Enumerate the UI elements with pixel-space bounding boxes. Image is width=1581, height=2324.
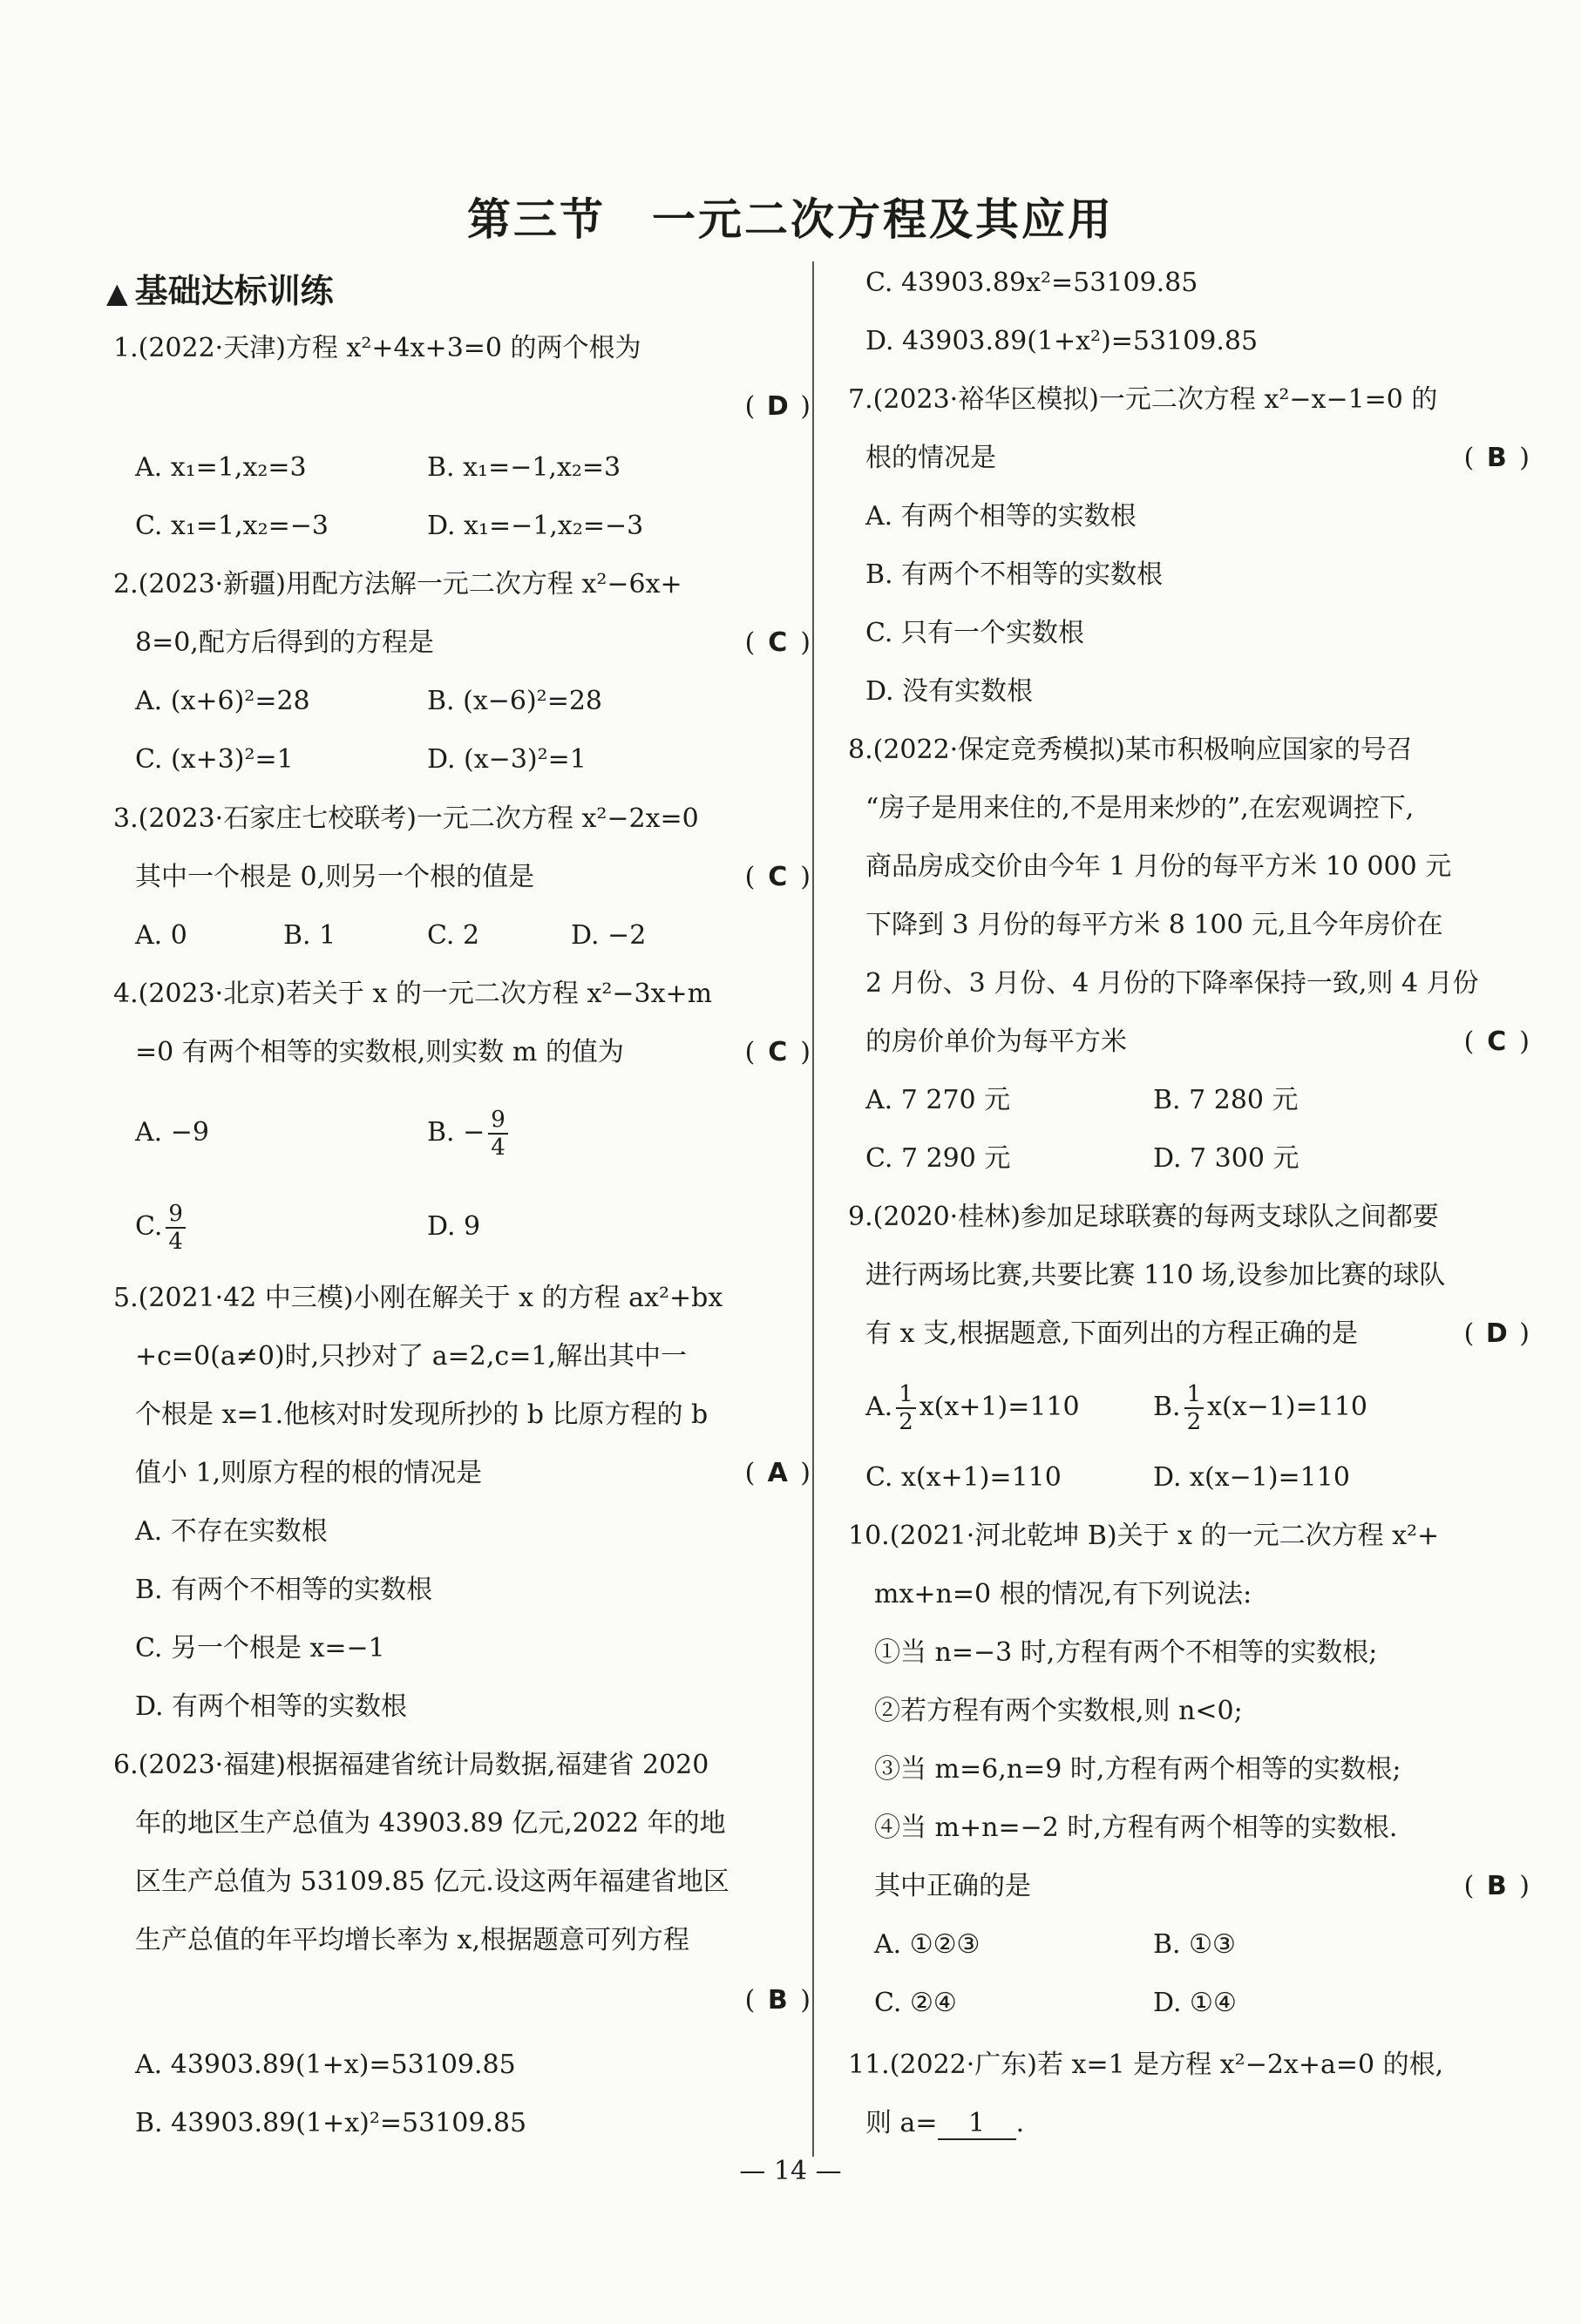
answer-blank: 1	[938, 2109, 1016, 2140]
question-1-option-c: C. x₁=1,x₂=−3	[135, 511, 329, 541]
question-10-statement-2: ②若方程有两个实数根,则 n<0;	[874, 1696, 1243, 1726]
question-6-option-c: C. 43903.89x²=53109.85	[865, 268, 1198, 298]
section-label: 基础达标训练	[134, 272, 334, 310]
question-3-option-c: C. 2	[427, 920, 480, 951]
question-1-answer: ( D )	[744, 391, 811, 422]
question-4-option-c: C. $\frac{9}{4}$	[135, 1192, 189, 1262]
question-3-answer: ( C )	[744, 862, 811, 892]
fraction: $\frac{9}{4}$	[488, 1107, 508, 1161]
question-2-option-c: C. (x+3)²=1	[135, 744, 294, 775]
question-5-line-1: 5.(2021·42 中三模)小刚在解关于 x 的方程 ax²+bx	[113, 1283, 723, 1313]
question-8-answer: ( C )	[1463, 1026, 1530, 1057]
question-8-line-6: 的房价单价为每平方米	[865, 1026, 1127, 1057]
question-1-option-a: A. x₁=1,x₂=3	[135, 452, 307, 483]
question-2-line-1: 2.(2023·新疆)用配方法解一元二次方程 x²−6x+	[113, 569, 682, 600]
question-11-line-1: 11.(2022·广东)若 x=1 是方程 x²−2x+a=0 的根,	[848, 2050, 1444, 2080]
question-9-line-2: 进行两场比赛,共要比赛 110 场,设参加比赛的球队	[865, 1260, 1446, 1291]
question-4-answer: ( C )	[744, 1037, 811, 1067]
question-7-option-c: C. 只有一个实数根	[865, 618, 1084, 648]
page-number: — 14 —	[739, 2156, 842, 2186]
question-8-line-3: 商品房成交价由今年 1 月份的每平方米 10 000 元	[865, 851, 1452, 882]
question-5-option-c: C. 另一个根是 x=−1	[135, 1633, 385, 1663]
question-10-statement-3: ③当 m=6,n=9 时,方程有两个相等的实数根;	[874, 1754, 1401, 1785]
question-10-option-d: D. ①④	[1153, 1988, 1237, 2018]
question-7-option-b: B. 有两个不相等的实数根	[865, 559, 1164, 590]
question-9-line-3: 有 x 支,根据题意,下面列出的方程正确的是	[865, 1318, 1359, 1349]
question-6-option-a: A. 43903.89(1+x)=53109.85	[135, 2050, 516, 2080]
question-4-line-2: =0 有两个相等的实数根,则实数 m 的值为	[135, 1037, 624, 1067]
question-11-line-2: 则 a= 1 .	[865, 2108, 1025, 2138]
question-4-option-d: D. 9	[427, 1211, 481, 1242]
question-7-answer: ( B )	[1463, 443, 1530, 473]
question-10-line-1: 10.(2021·河北乾坤 B)关于 x 的一元二次方程 x²+	[848, 1521, 1440, 1551]
question-5-line-3: 个根是 x=1.他核对时发现所抄的 b 比原方程的 b	[135, 1399, 709, 1430]
question-10-statement-1: ①当 n=−3 时,方程有两个不相等的实数根;	[874, 1637, 1378, 1668]
question-7-option-a: A. 有两个相等的实数根	[865, 501, 1137, 532]
question-9-line-1: 9.(2020·桂林)参加足球联赛的每两支球队之间都要	[848, 1202, 1439, 1232]
question-5-option-b: B. 有两个不相等的实数根	[135, 1575, 433, 1605]
fraction: $\frac{1}{2}$	[1184, 1381, 1204, 1435]
question-8-line-4: 下降到 3 月份的每平方米 8 100 元,且今年房价在	[865, 910, 1443, 940]
fraction: $\frac{1}{2}$	[896, 1381, 916, 1435]
question-7-option-d: D. 没有实数根	[865, 676, 1034, 707]
question-6-option-b: B. 43903.89(1+x)²=53109.85	[135, 2108, 527, 2138]
question-3-option-a: A. 0	[135, 920, 187, 951]
question-5-option-a: A. 不存在实数根	[135, 1516, 328, 1547]
question-10-option-a: A. ①②③	[874, 1929, 980, 1960]
question-8-option-a: A. 7 270 元	[865, 1085, 1011, 1115]
question-5-option-d: D. 有两个相等的实数根	[135, 1691, 408, 1722]
question-3-line-1: 3.(2023·石家庄七校联考)一元二次方程 x²−2x=0	[113, 803, 699, 834]
question-4-option-a: A. −9	[135, 1117, 209, 1148]
question-6-line-4: 生产总值的年平均增长率为 x,根据题意可列方程	[135, 1925, 689, 1955]
question-3-line-2: 其中一个根是 0,则另一个根的值是	[135, 862, 535, 892]
question-1-option-d: D. x₁=−1,x₂=−3	[427, 511, 644, 541]
question-10-answer: ( B )	[1463, 1871, 1530, 1901]
question-10-statement-4: ④当 m+n=−2 时,方程有两个相等的实数根.	[874, 1812, 1398, 1843]
question-9-answer: ( D )	[1463, 1318, 1530, 1349]
question-3-option-d: D. −2	[571, 920, 647, 951]
question-8-line-2: “房子是用来住的,不是用来炒的”,在宏观调控下,	[865, 793, 1415, 823]
question-6-line-3: 区生产总值为 53109.85 亿元.设这两年福建省地区	[135, 1867, 729, 1897]
question-2-option-b: B. (x−6)²=28	[427, 686, 603, 716]
question-8-option-b: B. 7 280 元	[1153, 1085, 1299, 1115]
question-5-answer: ( A )	[744, 1458, 811, 1488]
question-2-option-a: A. (x+6)²=28	[135, 686, 310, 716]
question-8-option-d: D. 7 300 元	[1153, 1143, 1299, 1174]
question-10-option-b: B. ①③	[1153, 1929, 1236, 1960]
question-8-option-c: C. 7 290 元	[865, 1143, 1011, 1174]
question-2-answer: ( C )	[744, 627, 811, 658]
question-1-option-b: B. x₁=−1,x₂=3	[427, 452, 621, 483]
section-heading	[106, 264, 334, 312]
question-9-option-a: A. $\frac{1}{2}$ x(x+1)=110	[865, 1381, 1080, 1435]
question-4-line-1: 4.(2023·北京)若关于 x 的一元二次方程 x²−3x+m	[113, 979, 713, 1009]
question-6-answer: ( B )	[744, 1985, 811, 2016]
question-2-line-2: 8=0,配方后得到的方程是	[135, 627, 434, 658]
question-10-line-7: 其中正确的是	[874, 1871, 1031, 1901]
question-9-option-d: D. x(x−1)=110	[1153, 1462, 1350, 1493]
question-5-line-2: +c=0(a≠0)时,只抄对了 a=2,c=1,解出其中一	[135, 1341, 687, 1372]
question-5-line-4: 值小 1,则原方程的根的情况是	[135, 1458, 483, 1488]
question-7-line-2: 根的情况是	[865, 443, 996, 473]
fraction: $\frac{9}{4}$	[166, 1201, 186, 1255]
column-divider	[812, 261, 814, 2157]
question-9-option-b: B. $\frac{1}{2}$ x(x−1)=110	[1153, 1381, 1368, 1435]
question-6-line-1: 6.(2023·福建)根据福建省统计局数据,福建省 2020	[113, 1750, 709, 1780]
page-title: 第三节 一元二次方程及其应用	[467, 194, 1114, 245]
question-7-line-1: 7.(2023·裕华区模拟)一元二次方程 x²−x−1=0 的	[848, 384, 1438, 415]
question-10-line-2: mx+n=0 根的情况,有下列说法:	[874, 1579, 1252, 1609]
question-4-option-b: B. − $\frac{9}{4}$	[427, 1098, 512, 1168]
question-6-option-d: D. 43903.89(1+x²)=53109.85	[865, 326, 1259, 356]
question-3-option-b: B. 1	[283, 920, 336, 951]
question-6-line-2: 年的地区生产总值为 43903.89 亿元,2022 年的地	[135, 1808, 726, 1839]
triangle-icon: ▲	[106, 276, 128, 309]
question-2-option-d: D. (x−3)²=1	[427, 744, 587, 775]
question-1-stem: 1.(2022·天津)方程 x²+4x+3=0 的两个根为	[113, 333, 641, 363]
question-10-option-c: C. ②④	[874, 1988, 957, 2018]
question-9-option-c: C. x(x+1)=110	[865, 1462, 1062, 1493]
question-8-line-5: 2 月份、3 月份、4 月份的下降率保持一致,则 4 月份	[865, 968, 1479, 999]
question-8-line-1: 8.(2022·保定竞秀模拟)某市积极响应国家的号召	[848, 735, 1413, 765]
